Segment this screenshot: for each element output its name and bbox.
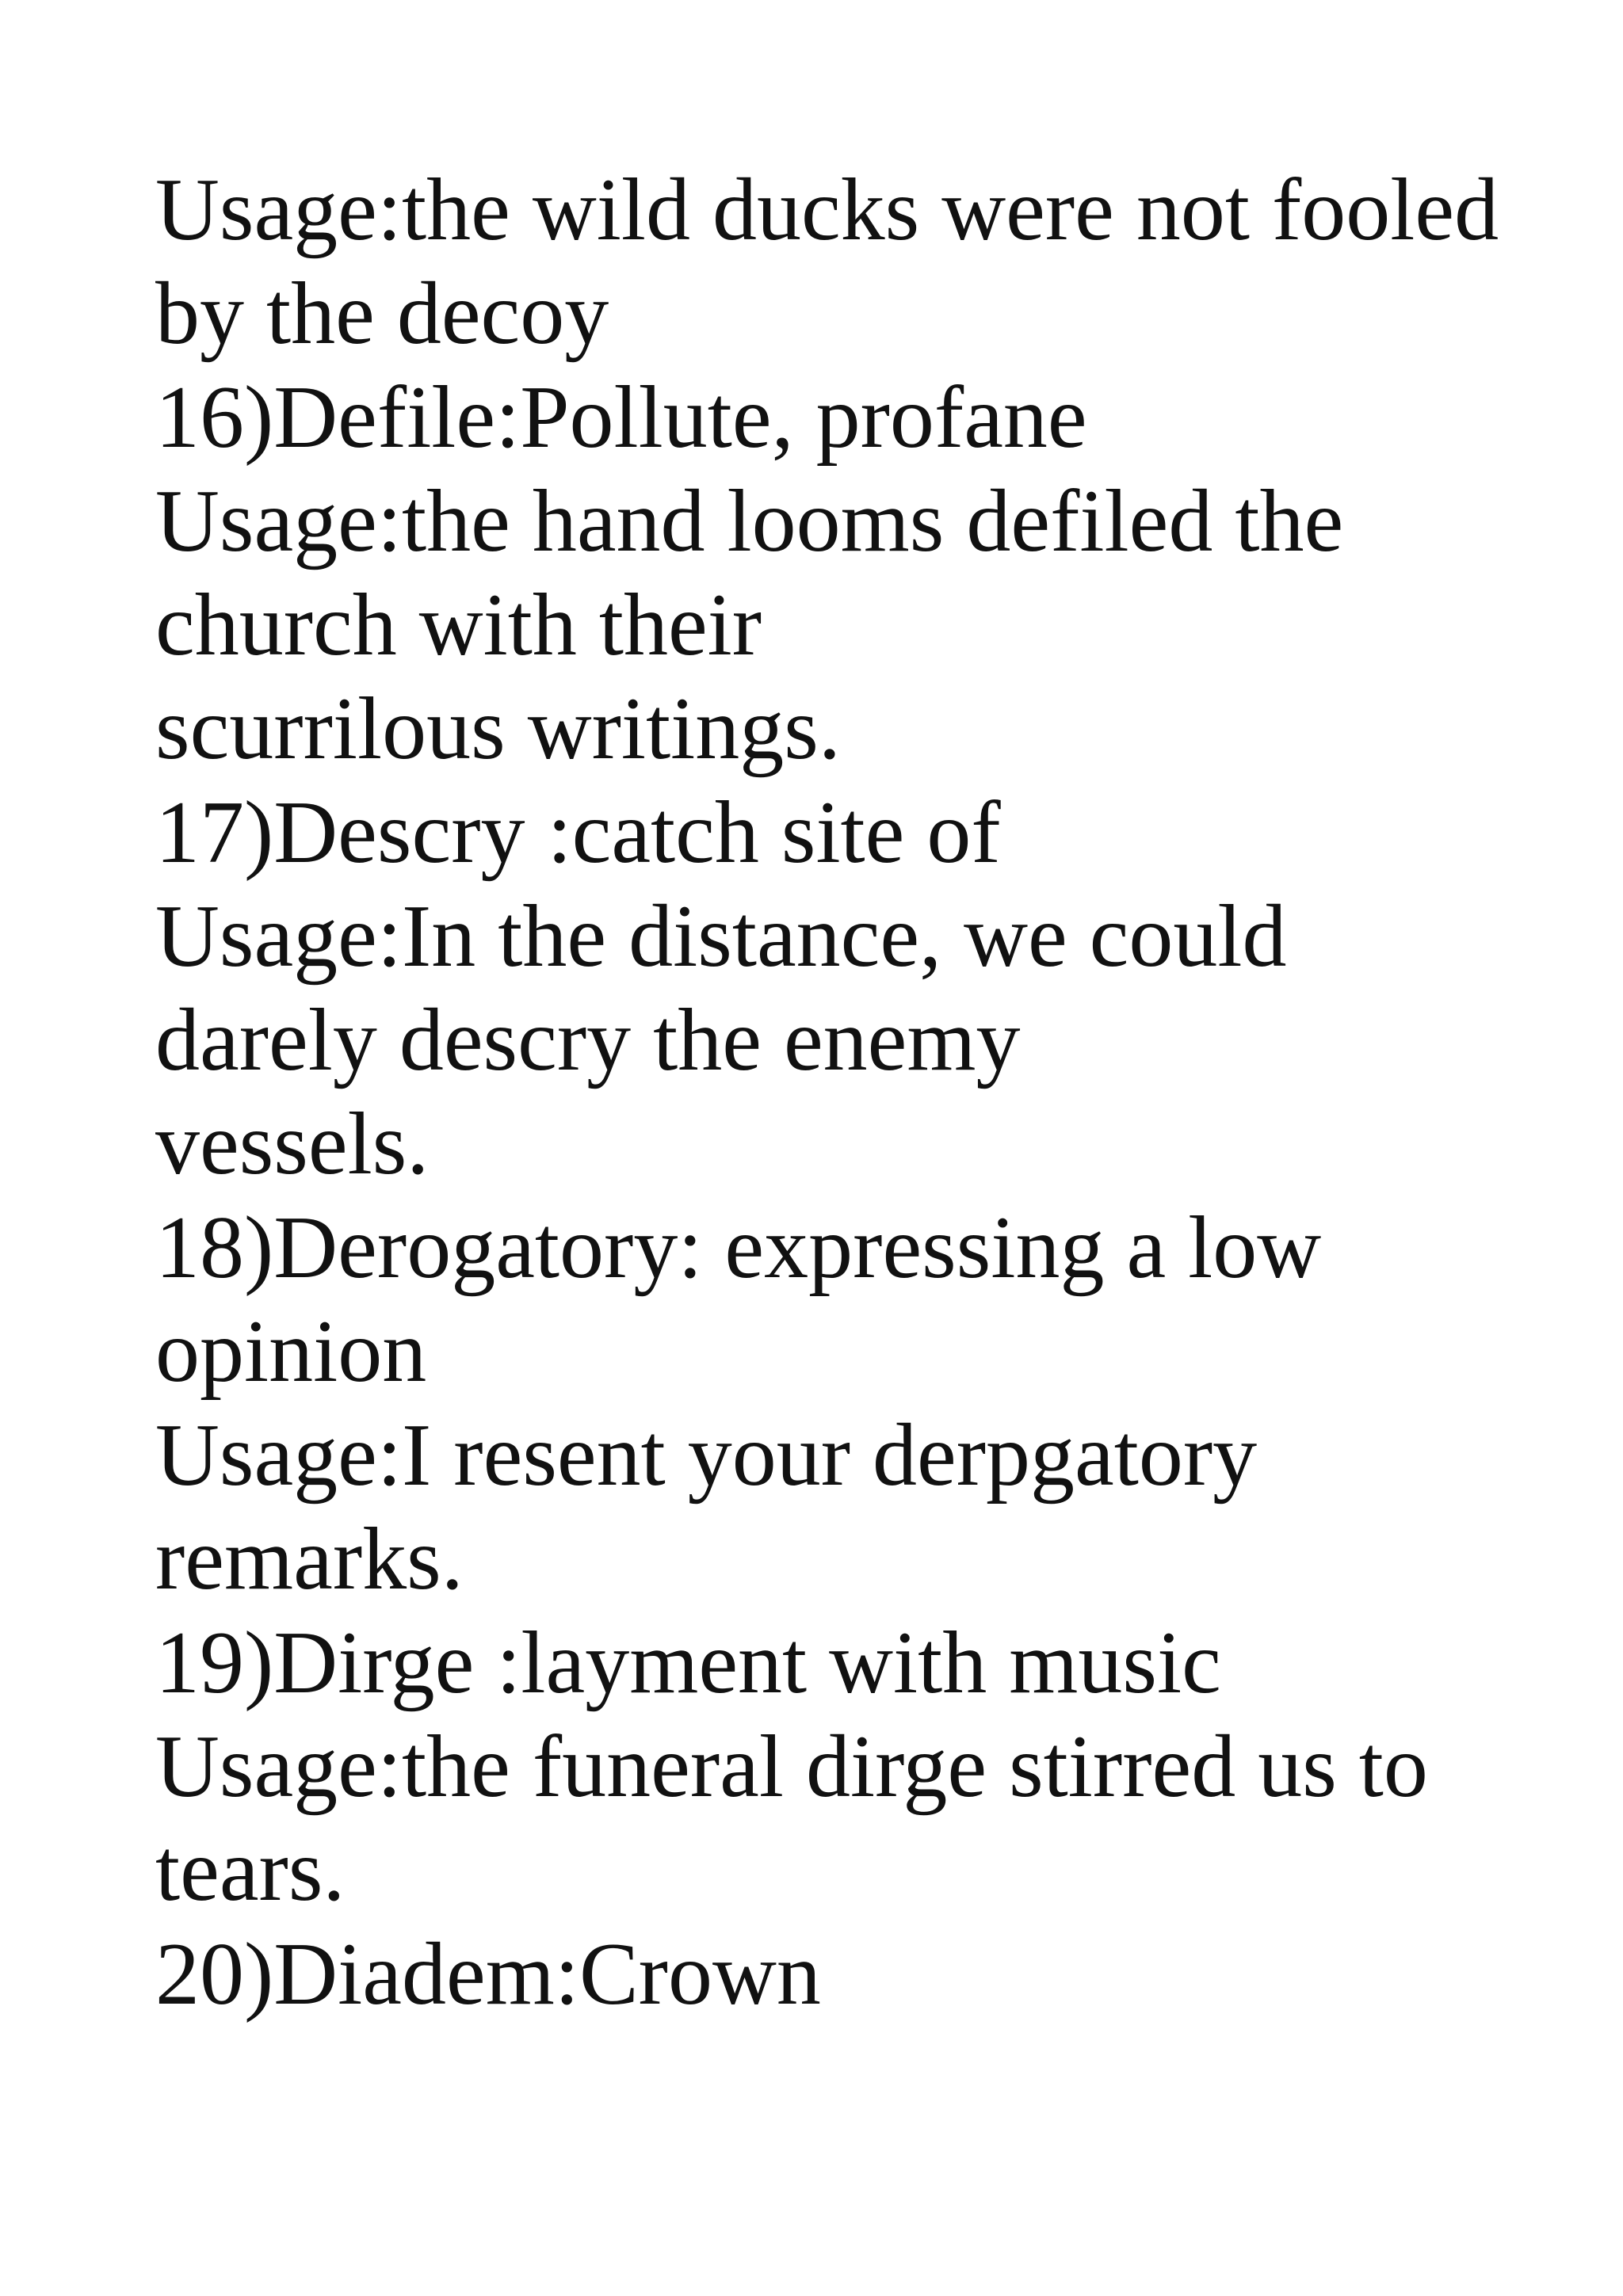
text-line: vessels. — [155, 1095, 430, 1193]
text-line: tears. — [155, 1821, 346, 1920]
text-line: by the decoy — [155, 265, 609, 363]
text-line: 16)Defile:Pollute, profane — [155, 368, 1087, 467]
text-line: Usage:In the distance, we could — [155, 887, 1287, 986]
text-line: 18)Derogatory: expressing a low — [155, 1199, 1322, 1297]
text-line: Usage:I resent your derpgatory — [155, 1406, 1258, 1505]
text-line: remarks. — [155, 1510, 464, 1608]
vocabulary-text — [155, 158, 1582, 2027]
text-line: church with their — [155, 576, 762, 674]
text-line: 19)Dirge :layment with music — [155, 1614, 1221, 1712]
text-line: 17)Descry :catch site of — [155, 784, 1001, 882]
text-line: scurrilous writings. — [155, 680, 841, 778]
text-line: 20)Diadem:Crown — [155, 1925, 821, 2023]
text-line: darely descry the enemy — [155, 991, 1021, 1089]
text-line: Usage:the wild ducks were not fooled — [155, 161, 1499, 259]
text-line: opinion — [155, 1302, 427, 1401]
text-line: Usage:the hand looms defiled the — [155, 472, 1344, 570]
text-line: Usage:the funeral dirge stirred us to — [155, 1718, 1428, 1816]
